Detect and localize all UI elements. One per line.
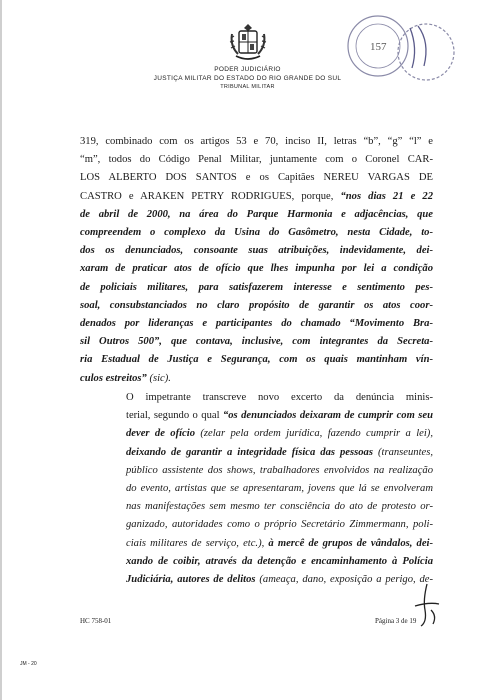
text-run: xando de coibir, através da detenção e encaminhamento à Polícia xyxy=(126,555,433,567)
paragraph-2 xyxy=(80,389,433,589)
coat-of-arms-icon xyxy=(228,22,268,64)
text-line xyxy=(80,444,433,462)
text-run: “os denunciados deixaram de cumprir com seu xyxy=(222,410,433,422)
text-run: Judiciária, autores de delitos xyxy=(126,574,256,586)
text-line xyxy=(80,151,433,169)
corner-code: JM - 20 xyxy=(20,661,37,667)
text-run: sil Outros 500”, que contava, inclusive, com integrantes da Secreta- xyxy=(80,336,433,348)
text-line xyxy=(80,462,433,480)
text-run: dever de ofício xyxy=(126,428,195,440)
text-run: “m”, todos do Código Penal Militar, juntamente com o Coronel CAR- xyxy=(80,154,433,166)
text-line xyxy=(80,480,433,498)
text-line xyxy=(80,351,433,369)
court-stamp-icon xyxy=(340,8,460,88)
text-run: O impetrante transcreve novo excerto da denúncia minis- xyxy=(126,392,433,403)
text-run: do evento, artistas que se apresentaram, jovens que lá se envolveram xyxy=(126,483,433,495)
text-run: de policiais militares, para satisfazerem interesse e sentimento pes- xyxy=(80,281,433,293)
text-line xyxy=(80,297,433,315)
text-run: soal, consubstanciados no claro propósito de garantir os atos coor- xyxy=(80,299,433,311)
text-run: denados por lideranças e participantes do chamado “Movimento Bra- xyxy=(80,318,433,330)
text-run: (sic). xyxy=(146,372,171,384)
text-line xyxy=(80,279,433,297)
text-run: ganizado, autoridades como o próprio Secretário Zimmermann, poli- xyxy=(126,519,433,531)
text-run: ciais militares de serviço, etc.), xyxy=(126,537,269,549)
text-run: xaram de praticar atos de ofício que lhes impunha por lei a condição xyxy=(80,263,433,275)
header-line-2: JUSTIÇA MILITAR DO ESTADO DO RIO GRANDE DO SUL xyxy=(153,75,342,82)
text-line xyxy=(80,553,433,571)
text-line xyxy=(80,370,433,388)
text-line xyxy=(80,224,433,242)
text-run: ria Estadual de Justiça e Segurança, com os quais mantinham vín- xyxy=(80,354,433,366)
text-run: compreendem o complexo da Usina do Gasômetro, nesta Cidade, to- xyxy=(80,227,433,239)
text-run: LOS ALBERTO DOS SANTOS e os Capitães NEREU VARGAS DE xyxy=(80,172,433,184)
text-line xyxy=(80,133,433,151)
text-run: público assistente dos shows, trabalhadores envolvidos na realização xyxy=(126,464,433,476)
stamp-number: 157 xyxy=(370,41,387,53)
text-line xyxy=(80,260,433,278)
case-number: HC 758-01 xyxy=(80,617,112,625)
text-line xyxy=(80,425,433,443)
text-line xyxy=(80,407,433,425)
text-line xyxy=(80,516,433,534)
text-line xyxy=(80,535,433,553)
header-line-3: TRIBUNAL MILITAR xyxy=(220,84,275,90)
text-run: (ameaça, dano, exposição a perigo, de- xyxy=(255,574,434,586)
text-line xyxy=(80,571,433,589)
text-run: culos estreitos” xyxy=(80,372,147,384)
text-run: (zelar pela ordem jurídica, fazendo cumprir a lei), xyxy=(195,428,433,440)
text-line xyxy=(80,315,433,333)
text-run: nas manifestações sem mesmo ter consciência do ato de protesto or- xyxy=(126,501,433,513)
text-run: terial, segundo o qual xyxy=(126,410,223,422)
text-line xyxy=(80,498,433,516)
text-line xyxy=(80,188,433,206)
page-number: Página 3 de 19 xyxy=(375,617,417,625)
text-run: (transeuntes, xyxy=(372,446,434,458)
header-line-1: PODER JUDICIÁRIO xyxy=(214,66,281,73)
text-line xyxy=(80,389,433,407)
text-line xyxy=(80,242,433,260)
paragraph-1 xyxy=(80,133,433,388)
text-run: “nos dias 21 e 22 xyxy=(340,190,433,202)
text-run: dos os denunciados, consoante suas atribuições, indevidamente, dei- xyxy=(80,245,433,257)
text-run: 319, combinado com os artigos 53 e 70, inciso II, letras “b”, “g” “l” e xyxy=(80,136,433,147)
text-run: à mercê de grupos de vândalos, dei- xyxy=(268,537,434,549)
text-run: CASTRO e ARAKEN PETRY RODRIGUES, porque, xyxy=(80,190,341,202)
text-line xyxy=(80,206,433,224)
text-run: de abril de 2000, na área do Parque Harmonia e adjacências, que xyxy=(80,208,433,220)
text-line xyxy=(80,333,433,351)
text-run: deixando de garantir a integridade física das pessoas xyxy=(126,446,373,458)
text-line xyxy=(80,169,433,187)
